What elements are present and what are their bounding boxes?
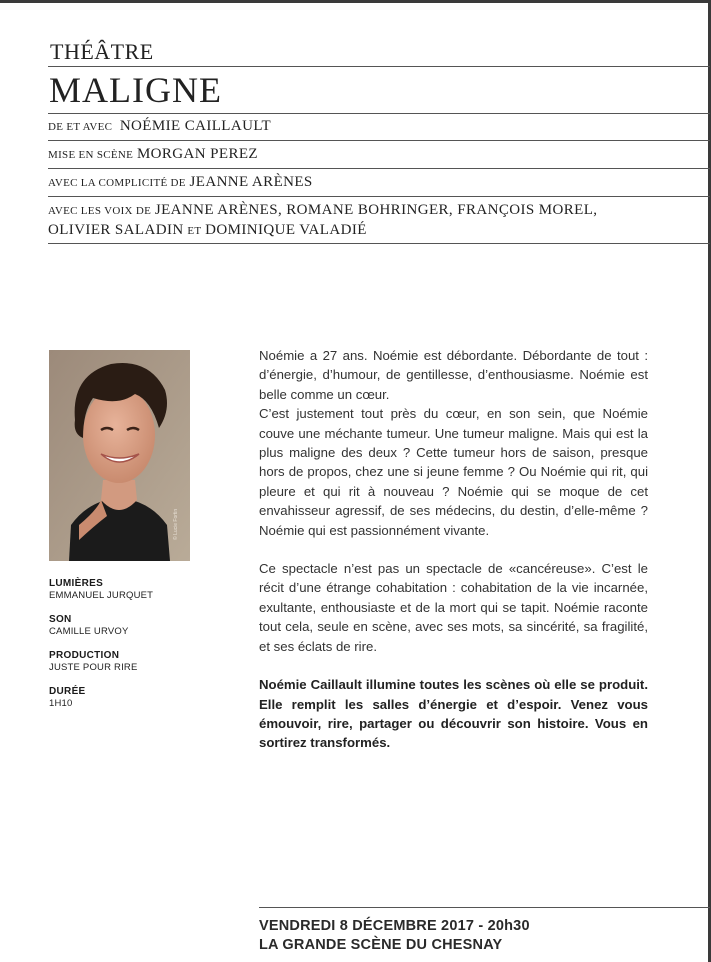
credit-names: NOÉMIE CAILLAULT — [119, 118, 272, 134]
credit-conjunction: ET — [187, 225, 202, 237]
info-value-sound: CAMILLE URVOY — [49, 626, 129, 637]
credit-names: OLIVIER SALADIN — [48, 222, 184, 238]
info-label-lights: LUMIÈRES — [49, 578, 104, 589]
info-label-production: PRODUCTION — [49, 650, 120, 661]
event-details — [259, 917, 530, 955]
credit-role: MISE EN SCÈNE — [48, 149, 134, 161]
show-title: MALIGNE — [49, 70, 222, 110]
credit-names: MORGAN PEREZ — [136, 146, 258, 162]
description-paragraph: Noémie a 27 ans. Noémie est débordante. Débordante de tout : d’énergie, d’humour, de gentillesse, d’enthousiasme. Noémie est belle comme un cœur. — [259, 348, 648, 402]
credit-names: DOMINIQUE VALADIÉ — [205, 222, 367, 238]
credit-names: JEANNE ARÈNES — [189, 174, 313, 190]
show-description — [259, 346, 648, 753]
info-label-sound: SON — [49, 614, 72, 625]
credit-role: DE ET AVEC — [48, 121, 113, 133]
info-value-production: JUSTE POUR RIRE — [49, 662, 138, 673]
page-border-top — [0, 0, 711, 3]
artist-portrait — [49, 350, 190, 561]
photo-watermark: © Lucie Fortin — [173, 508, 179, 540]
event-date: VENDREDI 8 DÉCEMBRE 2017 - 20h30 — [259, 918, 530, 934]
credit-line-director — [48, 141, 710, 168]
event-venue: LA GRANDE SCÈNE DU CHESNAY — [259, 937, 503, 953]
info-label-duration: DURÉE — [49, 686, 86, 697]
credit-line-author — [48, 114, 710, 140]
credit-names: JEANNE ARÈNES, ROMANE BOHRINGER, FRANÇOIS MOREL, — [154, 202, 598, 218]
description-highlight: Noémie Caillault illumine toutes les scènes où elle se produit. Elle remplit les salles d’énergie et d’espoir. Venez vous émouvoir, rire, partager ou découvrir son histoire. Vous en sortirez transformés. — [259, 677, 648, 751]
divider — [259, 907, 710, 908]
description-paragraph: C’est justement tout près du cœur, en son sein, que Noémie couve une méchante tumeur. Une tumeur maligne. Mais qui est la plus maligne des deux ? Cette tumeur hors de saison, presque hors de propos, chez une si jeune femme ? Ou Noémie qui rit, qui pleure et qui rit à nouveau ? Noémie qui se moque de cet envahisseur agressif, de ses médecins, du destin, d’elle-même ? Noémie qui est passionnément vivante. — [259, 406, 648, 538]
credit-role: AVEC LA COMPLICITÉ DE — [48, 177, 186, 189]
credit-role: AVEC LES VOIX DE — [48, 205, 152, 217]
credit-line-voices — [48, 197, 710, 243]
show-header — [48, 38, 710, 244]
info-value-duration: 1H10 — [49, 698, 73, 709]
divider — [48, 243, 710, 244]
info-value-lights: EMMANUEL JURQUET — [49, 590, 154, 601]
credit-line-complicity — [48, 169, 710, 196]
category-label: THÉÂTRE — [50, 39, 154, 64]
technical-credits — [49, 578, 239, 722]
description-paragraph: Ce spectacle n’est pas un spectacle de «cancéreuse». C’est le récit d’une étrange cohabitation : cohabitation de la vie incarnée, exultante, enthousiaste et de la mort qui se tapit. Noémie raconte tout cela, seule en scène, avec ses mots, sa sincérité, sa fragilité, et ses éclats de rire. — [259, 561, 648, 654]
